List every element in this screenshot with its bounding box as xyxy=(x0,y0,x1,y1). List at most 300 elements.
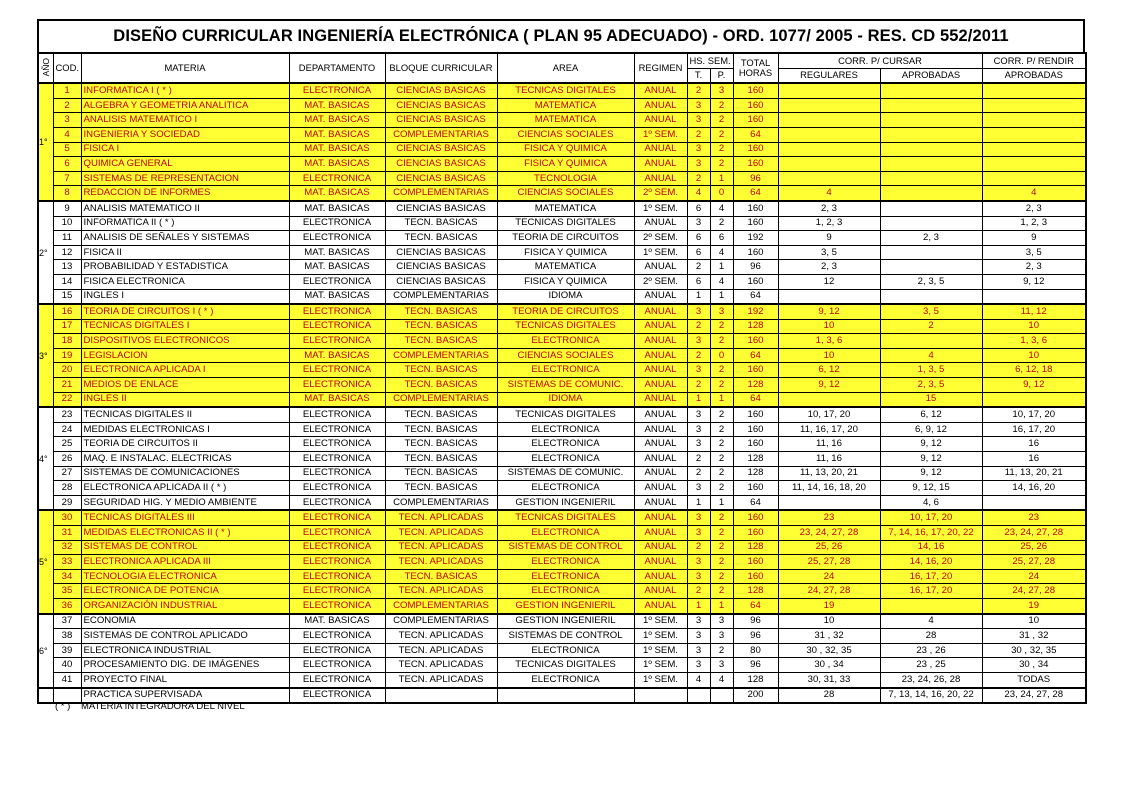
cell-area: TEORIA DE CIRCUITOS xyxy=(497,231,634,246)
cell-area: ELECTRONICA xyxy=(497,437,634,452)
cell-hs-p: 4 xyxy=(710,672,733,687)
cell-departamento: ELECTRONICA xyxy=(289,83,385,98)
cell-regimen: ANUAL xyxy=(634,526,687,541)
cell-materia: QUIMICA GENERAL xyxy=(81,157,289,172)
cell-departamento: MAT. BASICAS xyxy=(289,127,385,142)
cell-corr-regulares: 11, 16 xyxy=(778,437,880,452)
cell-area xyxy=(497,688,634,704)
cell-corr-regulares: 12 xyxy=(778,274,880,289)
cell-hs-p: 2 xyxy=(710,142,733,157)
cell-corr-regulares: 11, 16 xyxy=(778,452,880,467)
cell-cod: 28 xyxy=(53,481,81,496)
cell-rendir-aprobadas: 31 , 32 xyxy=(982,629,1086,644)
cell-area: MATEMATICA xyxy=(497,260,634,275)
cell-hs-t: 2 xyxy=(687,127,710,142)
cell-hs-p: 2 xyxy=(710,569,733,584)
cell-corr-aprobadas: 14, 16, 20 xyxy=(880,555,982,570)
cell-bloque xyxy=(385,688,497,704)
table-row xyxy=(38,98,1086,113)
cell-departamento: ELECTRONICA xyxy=(289,231,385,246)
cell-corr-regulares: 9, 12 xyxy=(778,304,880,319)
header-t: T. xyxy=(687,68,710,83)
cell-hs-t: 3 xyxy=(687,363,710,378)
cell-hs-t: 2 xyxy=(687,378,710,393)
cell-regimen: 2º SEM. xyxy=(634,231,687,246)
table-row xyxy=(38,422,1086,437)
table-row xyxy=(38,348,1086,363)
cell-corr-regulares xyxy=(778,171,880,186)
cell-corr-aprobadas: 10, 17, 20 xyxy=(880,510,982,525)
table-row xyxy=(38,142,1086,157)
cell-area: GESTION INGENIERIL xyxy=(497,614,634,629)
cell-materia: ELECTRONICA DE POTENCIA xyxy=(81,584,289,599)
cell-total-horas: 96 xyxy=(733,629,778,644)
cell-area: ELECTRONICA xyxy=(497,481,634,496)
cell-corr-regulares: 30, 31, 33 xyxy=(778,672,880,687)
cell-materia: ORGANIZACIÓN INDUSTRIAL xyxy=(81,598,289,613)
cell-rendir-aprobadas xyxy=(982,392,1086,407)
cell-departamento: MAT. BASICAS xyxy=(289,614,385,629)
cell-corr-aprobadas xyxy=(880,334,982,349)
table-row xyxy=(38,260,1086,275)
cell-corr-regulares xyxy=(778,392,880,407)
cell-materia: FISICA II xyxy=(81,245,289,260)
cell-cod: 16 xyxy=(53,304,81,319)
cell-regimen: 1º SEM. xyxy=(634,127,687,142)
cell-rendir-aprobadas xyxy=(982,495,1086,510)
cell-cod: 10 xyxy=(53,216,81,231)
cell-area: IDIOMA xyxy=(497,392,634,407)
cell-corr-regulares: 19 xyxy=(778,598,880,613)
table-row xyxy=(38,319,1086,334)
cell-rendir-aprobadas: 11, 12 xyxy=(982,304,1086,319)
cell-regimen: ANUAL xyxy=(634,142,687,157)
cell-hs-p: 2 xyxy=(710,422,733,437)
cell-corr-aprobadas: 1, 3, 5 xyxy=(880,363,982,378)
cell-total-horas: 128 xyxy=(733,452,778,467)
cell-corr-regulares: 10 xyxy=(778,319,880,334)
table-row xyxy=(38,540,1086,555)
cell-total-horas: 64 xyxy=(733,598,778,613)
cell-area: FISICA Y QUIMICA xyxy=(497,245,634,260)
cell-corr-aprobadas: 3, 5 xyxy=(880,304,982,319)
cell-corr-regulares: 11, 14, 16, 18, 20 xyxy=(778,481,880,496)
cell-corr-regulares: 10 xyxy=(778,348,880,363)
cell-departamento: ELECTRONICA xyxy=(289,304,385,319)
cell-hs-t: 3 xyxy=(687,142,710,157)
cell-regimen: 1º SEM. xyxy=(634,614,687,629)
cell-cod: 32 xyxy=(53,540,81,555)
cell-hs-t: 3 xyxy=(687,481,710,496)
cell-corr-aprobadas: 9, 12 xyxy=(880,437,982,452)
cell-hs-t: 3 xyxy=(687,658,710,673)
cell-bloque: TECN. BASICAS xyxy=(385,363,497,378)
cell-regimen: ANUAL xyxy=(634,334,687,349)
cell-rendir-aprobadas: 2, 3 xyxy=(982,260,1086,275)
cell-hs-p: 2 xyxy=(710,540,733,555)
cell-hs-t: 6 xyxy=(687,201,710,216)
table-row xyxy=(38,289,1086,304)
cell-area: GESTION INGENIERIL xyxy=(497,598,634,613)
cell-total-horas: 160 xyxy=(733,510,778,525)
cell-rendir-aprobadas: 4 xyxy=(982,186,1086,201)
cell-hs-t: 2 xyxy=(687,348,710,363)
cell-corr-regulares xyxy=(778,142,880,157)
cell-area: GESTION INGENIERIL xyxy=(497,495,634,510)
cell-rendir-aprobadas: 10, 17, 20 xyxy=(982,407,1086,422)
cell-hs-t: 3 xyxy=(687,555,710,570)
cell-materia: SEGURIDAD HIG. Y MEDIO AMBIENTE xyxy=(81,495,289,510)
cell-regimen: 1º SEM. xyxy=(634,245,687,260)
cell-cod: 24 xyxy=(53,422,81,437)
cell-corr-regulares: 25, 27, 28 xyxy=(778,555,880,570)
cell-cod: 1 xyxy=(53,83,81,98)
cell-area: SISTEMAS DE COMUNIC. xyxy=(497,378,634,393)
cell-regimen: ANUAL xyxy=(634,319,687,334)
cell-hs-t: 3 xyxy=(687,569,710,584)
table-row xyxy=(38,334,1086,349)
curriculum-rows xyxy=(38,83,1086,703)
cell-regimen: 1º SEM. xyxy=(634,672,687,687)
cell-rendir-aprobadas: 16 xyxy=(982,452,1086,467)
table-row xyxy=(38,555,1086,570)
cell-regimen: ANUAL xyxy=(634,584,687,599)
cell-hs-t: 2 xyxy=(687,319,710,334)
cell-hs-p: 1 xyxy=(710,260,733,275)
cell-rendir-aprobadas: 24 xyxy=(982,569,1086,584)
cell-total-horas: 160 xyxy=(733,569,778,584)
cell-corr-regulares: 4 xyxy=(778,186,880,201)
cell-bloque: CIENCIAS BASICAS xyxy=(385,245,497,260)
cell-corr-regulares: 1, 2, 3 xyxy=(778,216,880,231)
cell-regimen: 2º SEM. xyxy=(634,186,687,201)
cell-hs-t: 3 xyxy=(687,422,710,437)
cell-cod: 6 xyxy=(53,157,81,172)
cell-corr-regulares xyxy=(778,495,880,510)
cell-total-horas: 64 xyxy=(733,392,778,407)
cell-corr-aprobadas: 4, 6 xyxy=(880,495,982,510)
year-cell: 5° xyxy=(38,510,53,613)
cell-total-horas: 64 xyxy=(733,186,778,201)
cell-regimen: ANUAL xyxy=(634,289,687,304)
cell-materia: MEDIDAS ELECTRONICAS II ( * ) xyxy=(81,526,289,541)
cell-materia: TECNOLOGIA ELECTRONICA xyxy=(81,569,289,584)
cell-materia: TEORIA DE CIRCUITOS I ( * ) xyxy=(81,304,289,319)
cell-bloque: TECN. BASICAS xyxy=(385,481,497,496)
year-cell: 6° xyxy=(38,614,53,688)
cell-corr-regulares: 1, 3, 6 xyxy=(778,334,880,349)
cell-departamento: MAT. BASICAS xyxy=(289,157,385,172)
cell-materia: ANALISIS DE SEÑALES Y SISTEMAS xyxy=(81,231,289,246)
cell-materia: PRACTICA SUPERVISADA xyxy=(81,688,289,704)
cell-materia: SISTEMAS DE CONTROL xyxy=(81,540,289,555)
cell-rendir-aprobadas: TODAS xyxy=(982,672,1086,687)
cell-total-horas: 160 xyxy=(733,142,778,157)
cell-regimen: ANUAL xyxy=(634,304,687,319)
cell-area: ELECTRONICA xyxy=(497,452,634,467)
cell-corr-aprobadas xyxy=(880,113,982,128)
cell-cod: 30 xyxy=(53,510,81,525)
table-row xyxy=(38,466,1086,481)
cell-total-horas: 128 xyxy=(733,378,778,393)
table-row xyxy=(38,510,1086,525)
cell-hs-p: 3 xyxy=(710,614,733,629)
cell-hs-p: 2 xyxy=(710,555,733,570)
cell-bloque: COMPLEMENTARIAS xyxy=(385,127,497,142)
cell-hs-p: 2 xyxy=(710,437,733,452)
cell-rendir-aprobadas: 1, 2, 3 xyxy=(982,216,1086,231)
cell-corr-aprobadas xyxy=(880,245,982,260)
cell-hs-t: 3 xyxy=(687,510,710,525)
cell-total-horas: 128 xyxy=(733,540,778,555)
cell-rendir-aprobadas: 24, 27, 28 xyxy=(982,584,1086,599)
cell-departamento: ELECTRONICA xyxy=(289,171,385,186)
cell-rendir-aprobadas xyxy=(982,171,1086,186)
cell-cod: 31 xyxy=(53,526,81,541)
cell-materia: ANALISIS MATEMATICO II xyxy=(81,201,289,216)
cell-hs-p: 1 xyxy=(710,392,733,407)
cell-materia: SISTEMAS DE COMUNICACIONES xyxy=(81,466,289,481)
cell-materia: ELECTRONICA APLICADA I xyxy=(81,363,289,378)
cell-area: ELECTRONICA xyxy=(497,555,634,570)
cell-materia: TEORIA DE CIRCUITOS II xyxy=(81,437,289,452)
cell-cod: 35 xyxy=(53,584,81,599)
cell-total-horas: 96 xyxy=(733,658,778,673)
document-title: DISEÑO CURRICULAR INGENIERÍA ELECTRÓNICA ( PLAN 95 ADECUADO) - ORD. 1077/ 2005 - RES. CD 552/2011 xyxy=(37,19,1085,52)
cell-hs-p: 2 xyxy=(710,334,733,349)
table-row xyxy=(38,378,1086,393)
table-row xyxy=(38,274,1086,289)
cell-hs-p: 2 xyxy=(710,113,733,128)
table-row xyxy=(38,526,1086,541)
cell-total-horas: 64 xyxy=(733,495,778,510)
cell-departamento: ELECTRONICA xyxy=(289,510,385,525)
cell-materia: ELECTRONICA APLICADA II ( * ) xyxy=(81,481,289,496)
cell-cod: 37 xyxy=(53,614,81,629)
cell-materia: ANALISIS MATEMATICO I xyxy=(81,113,289,128)
header-bloque: BLOQUE CURRICULAR xyxy=(385,53,497,83)
cell-regimen: ANUAL xyxy=(634,437,687,452)
cell-total-horas: 160 xyxy=(733,407,778,422)
cell-materia: INGLES I xyxy=(81,289,289,304)
cell-materia: INFORMATICA II ( * ) xyxy=(81,216,289,231)
table-row xyxy=(38,157,1086,172)
cell-rendir-aprobadas: 16, 17, 20 xyxy=(982,422,1086,437)
cell-hs-t: 6 xyxy=(687,274,710,289)
cell-cod: 3 xyxy=(53,113,81,128)
cell-cod: 14 xyxy=(53,274,81,289)
cell-total-horas: 160 xyxy=(733,363,778,378)
cell-area: MATEMATICA xyxy=(497,201,634,216)
cell-departamento: MAT. BASICAS xyxy=(289,348,385,363)
cell-hs-p: 3 xyxy=(710,83,733,98)
cell-corr-regulares: 3, 5 xyxy=(778,245,880,260)
cell-regimen: ANUAL xyxy=(634,378,687,393)
cell-bloque: CIENCIAS BASICAS xyxy=(385,274,497,289)
cell-area: ELECTRONICA xyxy=(497,422,634,437)
cell-departamento: ELECTRONICA xyxy=(289,422,385,437)
table-row xyxy=(38,452,1086,467)
cell-hs-t xyxy=(687,688,710,704)
cell-bloque: TECN. BASICAS xyxy=(385,378,497,393)
cell-bloque: CIENCIAS BASICAS xyxy=(385,260,497,275)
cell-bloque: COMPLEMENTARIAS xyxy=(385,348,497,363)
cell-hs-t: 3 xyxy=(687,304,710,319)
header-ano: AÑO xyxy=(38,53,53,83)
cell-corr-aprobadas: 2 xyxy=(880,319,982,334)
cell-corr-regulares: 23, 24, 27, 28 xyxy=(778,526,880,541)
cell-bloque: COMPLEMENTARIAS xyxy=(385,289,497,304)
cell-area: FISICA Y QUIMICA xyxy=(497,142,634,157)
header-aprobadas-rendir: APROBADAS xyxy=(982,68,1086,83)
cell-cod: 22 xyxy=(53,392,81,407)
cell-hs-p: 2 xyxy=(710,98,733,113)
cell-corr-regulares: 23 xyxy=(778,510,880,525)
cell-hs-t: 6 xyxy=(687,245,710,260)
cell-rendir-aprobadas xyxy=(982,157,1086,172)
cell-area: SISTEMAS DE CONTROL xyxy=(497,629,634,644)
cell-departamento: MAT. BASICAS xyxy=(289,260,385,275)
cell-hs-t: 2 xyxy=(687,540,710,555)
cell-cod: 15 xyxy=(53,289,81,304)
table-row xyxy=(38,629,1086,644)
cell-materia: ELECTRONICA INDUSTRIAL xyxy=(81,643,289,658)
cell-departamento: ELECTRONICA xyxy=(289,569,385,584)
footnote xyxy=(55,701,245,712)
cell-cod: 21 xyxy=(53,378,81,393)
cell-corr-aprobadas xyxy=(880,289,982,304)
cell-departamento: ELECTRONICA xyxy=(289,643,385,658)
cell-cod: 33 xyxy=(53,555,81,570)
cell-corr-regulares: 10 xyxy=(778,614,880,629)
year-cell xyxy=(38,688,53,704)
cell-corr-aprobadas xyxy=(880,260,982,275)
cell-rendir-aprobadas xyxy=(982,83,1086,98)
cell-materia: REDACCION DE INFORMES xyxy=(81,186,289,201)
cell-materia: ELECTRONICA APLICADA III xyxy=(81,555,289,570)
cell-total-horas: 64 xyxy=(733,127,778,142)
cell-bloque: CIENCIAS BASICAS xyxy=(385,157,497,172)
cell-corr-aprobadas: 2, 3 xyxy=(880,231,982,246)
cell-hs-p: 1 xyxy=(710,289,733,304)
cell-departamento: ELECTRONICA xyxy=(289,481,385,496)
cell-rendir-aprobadas: 9, 12 xyxy=(982,274,1086,289)
cell-area: CIENCIAS SOCIALES xyxy=(497,348,634,363)
cell-hs-p: 1 xyxy=(710,598,733,613)
cell-regimen: ANUAL xyxy=(634,98,687,113)
cell-total-horas: 192 xyxy=(733,231,778,246)
cell-materia: ECONOMIA xyxy=(81,614,289,629)
cell-regimen: ANUAL xyxy=(634,216,687,231)
cell-total-horas: 160 xyxy=(733,201,778,216)
cell-hs-t: 2 xyxy=(687,452,710,467)
cell-corr-aprobadas: 2, 3, 5 xyxy=(880,378,982,393)
cell-hs-t: 3 xyxy=(687,407,710,422)
cell-rendir-aprobadas: 30 , 32, 35 xyxy=(982,643,1086,658)
table-row xyxy=(38,672,1086,687)
cell-total-horas: 160 xyxy=(733,245,778,260)
cell-regimen: ANUAL xyxy=(634,598,687,613)
cell-rendir-aprobadas: 25, 27, 28 xyxy=(982,555,1086,570)
cell-bloque: TECN. BASICAS xyxy=(385,437,497,452)
cell-bloque: CIENCIAS BASICAS xyxy=(385,201,497,216)
cell-corr-aprobadas: 23 , 25 xyxy=(880,658,982,673)
cell-corr-aprobadas: 9, 12 xyxy=(880,452,982,467)
table-row xyxy=(38,658,1086,673)
cell-corr-regulares xyxy=(778,289,880,304)
cell-regimen: ANUAL xyxy=(634,113,687,128)
cell-bloque: TECN. BASICAS xyxy=(385,422,497,437)
table-row xyxy=(38,495,1086,510)
cell-rendir-aprobadas: 9, 12 xyxy=(982,378,1086,393)
cell-materia: TECNICAS DIGITALES I xyxy=(81,319,289,334)
table-row xyxy=(38,598,1086,613)
cell-hs-p: 2 xyxy=(710,466,733,481)
cell-total-horas: 128 xyxy=(733,466,778,481)
cell-hs-p: 2 xyxy=(710,127,733,142)
cell-corr-aprobadas xyxy=(880,598,982,613)
cell-hs-p: 2 xyxy=(710,526,733,541)
cell-hs-p: 2 xyxy=(710,363,733,378)
cell-corr-regulares: 30 , 32, 35 xyxy=(778,643,880,658)
cell-bloque: TECN. BASICAS xyxy=(385,407,497,422)
cell-bloque: TECN. BASICAS xyxy=(385,216,497,231)
cell-corr-aprobadas xyxy=(880,201,982,216)
cell-rendir-aprobadas: 6, 12, 18 xyxy=(982,363,1086,378)
cell-regimen: ANUAL xyxy=(634,157,687,172)
cell-regimen: ANUAL xyxy=(634,363,687,378)
header-p: P. xyxy=(710,68,733,83)
cell-area: SISTEMAS DE CONTROL xyxy=(497,540,634,555)
cell-bloque: CIENCIAS BASICAS xyxy=(385,171,497,186)
cell-total-horas: 192 xyxy=(733,304,778,319)
cell-area: TECNICAS DIGITALES xyxy=(497,510,634,525)
cell-regimen: 1º SEM. xyxy=(634,629,687,644)
header-corr-rendir: CORR. P/ RENDIR xyxy=(982,53,1086,68)
cell-corr-regulares: 30 , 34 xyxy=(778,658,880,673)
cell-regimen: 1º SEM. xyxy=(634,658,687,673)
cell-area: TEORIA DE CIRCUITOS xyxy=(497,304,634,319)
cell-cod: 38 xyxy=(53,629,81,644)
cell-corr-aprobadas: 6, 9, 12 xyxy=(880,422,982,437)
cell-hs-t: 4 xyxy=(687,672,710,687)
cell-hs-t: 2 xyxy=(687,171,710,186)
cell-hs-p: 0 xyxy=(710,186,733,201)
cell-area: SISTEMAS DE COMUNIC. xyxy=(497,466,634,481)
cell-area: ELECTRONICA xyxy=(497,334,634,349)
cell-cod: 17 xyxy=(53,319,81,334)
cell-total-horas: 160 xyxy=(733,274,778,289)
cell-regimen: ANUAL xyxy=(634,171,687,186)
cell-departamento: ELECTRONICA xyxy=(289,672,385,687)
cell-corr-regulares: 9, 12 xyxy=(778,378,880,393)
cell-hs-t: 4 xyxy=(687,186,710,201)
cell-total-horas: 128 xyxy=(733,319,778,334)
cell-rendir-aprobadas: 3, 5 xyxy=(982,245,1086,260)
curriculum-sheet xyxy=(37,19,1085,704)
cell-rendir-aprobadas: 9 xyxy=(982,231,1086,246)
cell-rendir-aprobadas xyxy=(982,113,1086,128)
cell-materia: TECNICAS DIGITALES II xyxy=(81,407,289,422)
cell-total-horas: 200 xyxy=(733,688,778,704)
cell-cod: 18 xyxy=(53,334,81,349)
cell-departamento: MAT. BASICAS xyxy=(289,186,385,201)
cell-rendir-aprobadas: 23, 24, 27, 28 xyxy=(982,688,1086,704)
cell-cod: 41 xyxy=(53,672,81,687)
cell-rendir-aprobadas: 14, 16, 20 xyxy=(982,481,1086,496)
cell-total-horas: 160 xyxy=(733,422,778,437)
cell-corr-aprobadas: 23 , 26 xyxy=(880,643,982,658)
